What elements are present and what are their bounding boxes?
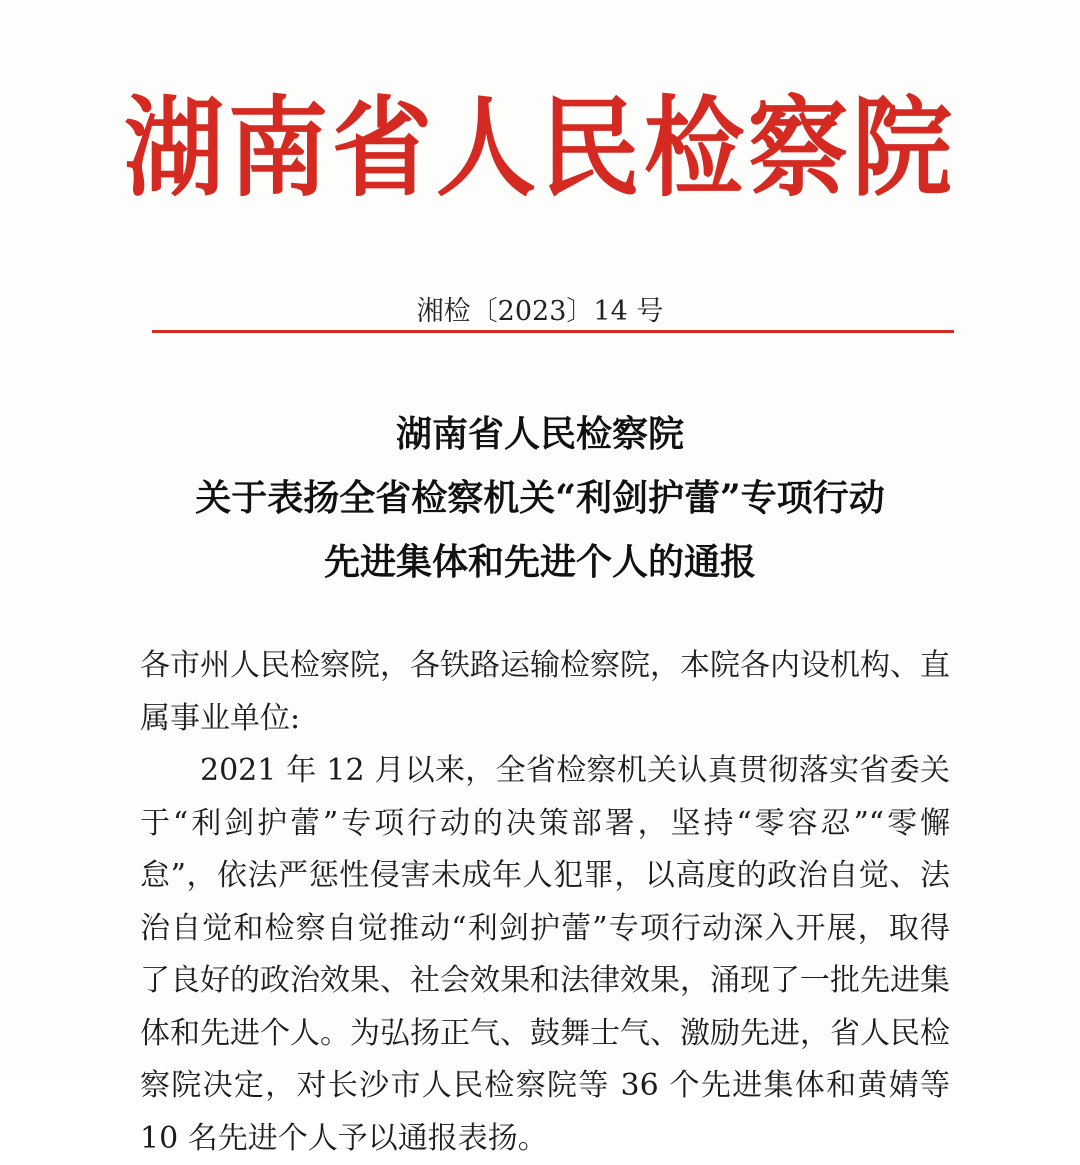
masthead-title: 湖南省人民检察院: [124, 85, 956, 212]
title-line-1: 湖南省人民检察院: [395, 413, 684, 455]
document-body: [140, 640, 950, 1165]
title-line-2: 关于表扬全省检察机关“利剑护蕾”专项行动: [195, 477, 885, 519]
salutation: 各市州人民检察院，各铁路运输检察院，本院各内设机构、直属事业单位:: [140, 648, 950, 736]
red-separator-line: [152, 330, 954, 333]
title-line-3: 先进集体和先进个人的通报: [323, 541, 756, 583]
document-number: 湘检〔2023〕14 号: [416, 296, 664, 327]
notice-title: [0, 402, 1080, 594]
body-paragraph: 2021 年 12 月以来，全省检察机关认真贯彻落实省委关于“利剑护蕾”专项行动的决策部署，坚持“零容忍”“零懈怠”，依法严惩性侵害未成年人犯罪，以高度的政治自觉、法治自觉和检察自觉推动“利剑护蕾”专项行动深入开展，取得了良好的政治效果、社会效果和法律效果，涌现了一批先进集体和先进个人。为弘扬正气、鼓舞士气、激励先进，省人民检察院决定，对长沙市人民检察院等 36 个先进集体和黄婧等 10 名先进个人予以通报表扬。: [140, 753, 950, 1156]
